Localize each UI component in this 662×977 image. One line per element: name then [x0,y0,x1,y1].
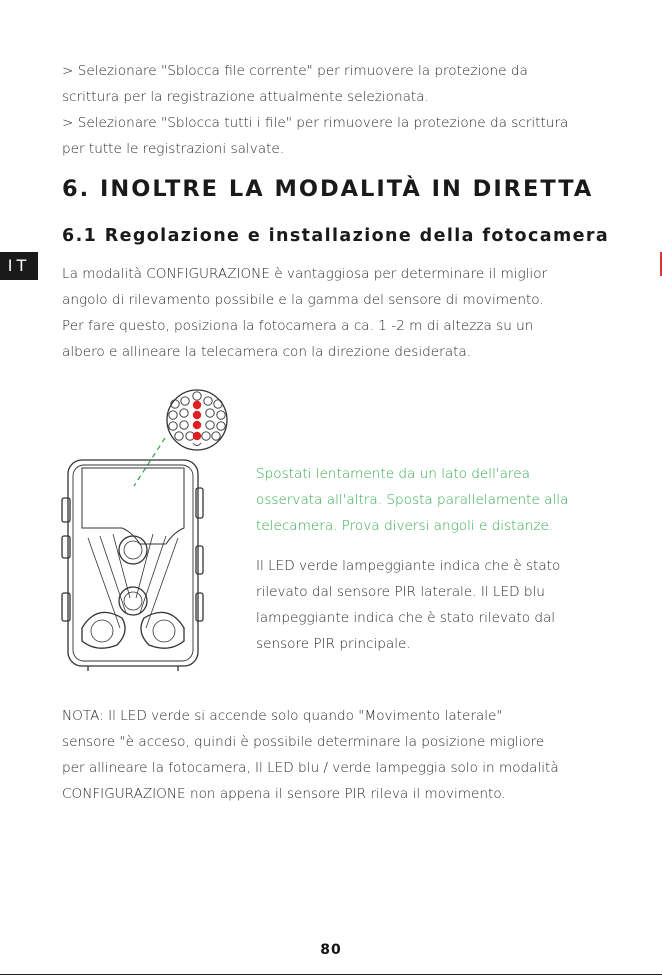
movement-line: Spostati lentamente da un lato dell'area [256,466,530,482]
subsection-title: 6.1 Regolazione e installazione della fotocamera [62,226,610,246]
intro-line: per tutte le registrazioni salvate. [62,141,285,157]
note-paragraph [62,703,622,807]
movement-line: osservata all'altra. Sposta parallelamente alla [256,492,569,508]
intro-line: scrittura per la registrazione attualmente selezionata. [62,89,429,105]
trail-camera-illustration [60,388,240,673]
movement-instructions [256,461,636,539]
language-tab: IT [0,252,38,280]
body-line: albero e allineare la telecamera con la direzione desiderata. [62,344,472,360]
body-line: La modalità CONFIGURAZIONE è vantaggiosa per determinare il miglior [62,266,548,282]
movement-line: telecamera. Prova diversi angoli e distanze. [256,518,554,534]
zoom-leader-line [134,438,165,486]
note-line: sensore "è acceso, quindi è possibile determinare la posizione migliore [62,734,545,750]
intro-line: > Selezionare "Sblocca file corrente" per rimuovere la protezione da [62,63,528,79]
led-explanation [256,553,636,657]
note-line: per allineare la fotocamera, Il LED blu / verde lampeggia solo in modalità [62,760,559,776]
led-line: sensore PIR principale. [256,636,411,652]
body-line: angolo di rilevamento possibile e la gamma del sensore di movimento. [62,292,544,308]
page-number: 80 [320,942,342,958]
led-line: Il LED verde lampeggiante indica che è stato [256,558,561,574]
intro-line: > Selezionare "Sblocca tutti i file" per rimuovere la protezione da scrittura [62,115,569,131]
footer-rule [0,974,662,975]
body-line: Per fare questo, posiziona la fotocamera a ca. 1 -2 m di altezza su un [62,318,534,334]
section-title: 6. INOLTRE LA MODALITÀ IN DIRETTA [62,176,594,202]
led-line: lampeggiante indica che è stato rilevato dal [256,610,556,626]
note-line: CONFIGURAZIONE non appena il sensore PIR rileva il movimento. [62,786,506,802]
led-line: rilevato dal sensore PIR laterale. Il LED blu [256,584,545,600]
red-led-icon [193,401,201,440]
note-line: NOTA: Il LED verde si accende solo quando "Movimento laterale" [62,708,503,724]
led-cluster-zoom [167,390,227,450]
body-paragraph [62,261,622,365]
intro-paragraph [62,58,622,162]
camera-body [62,460,203,671]
